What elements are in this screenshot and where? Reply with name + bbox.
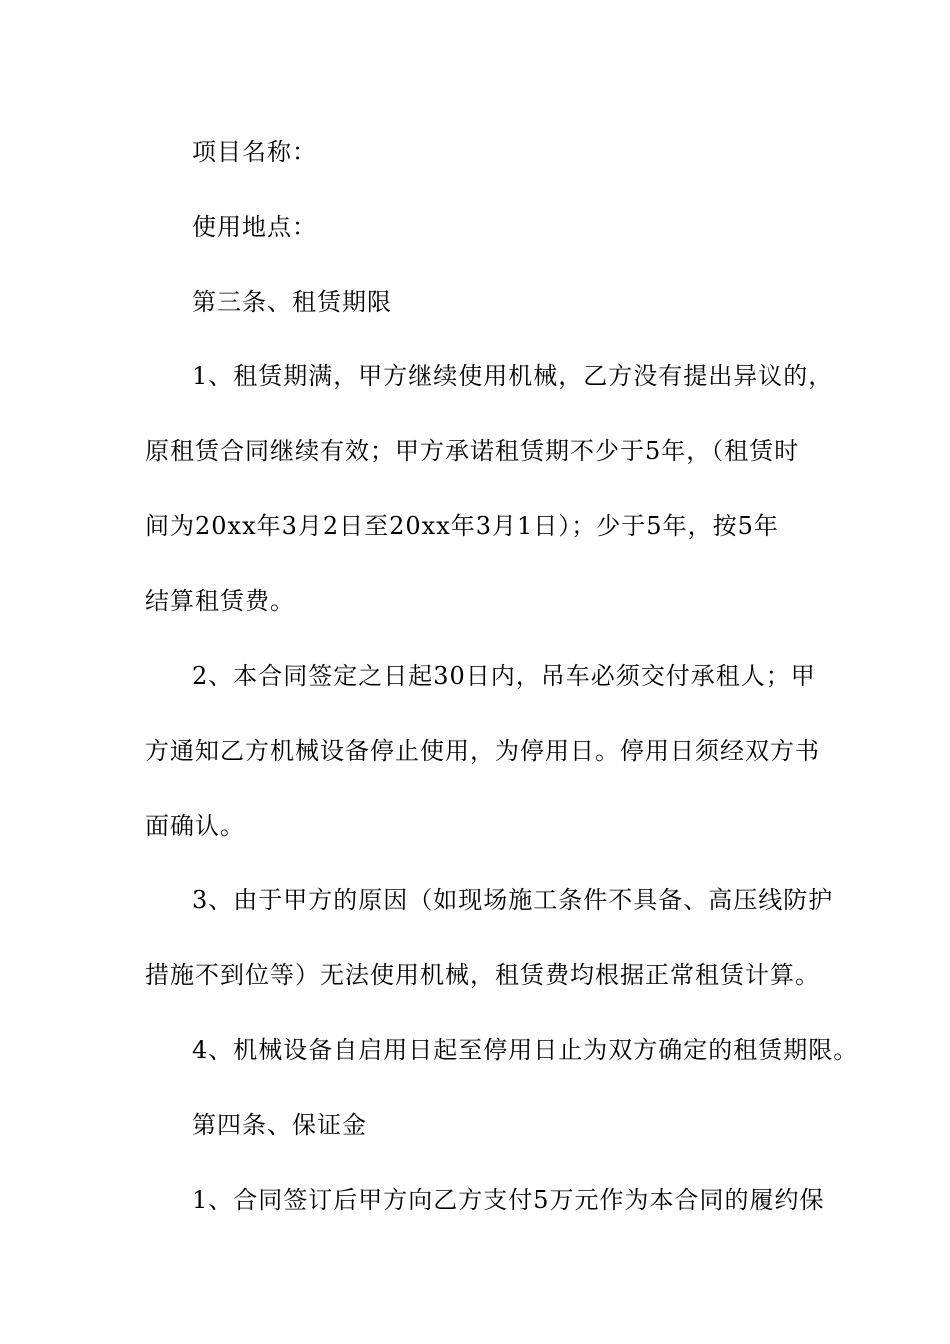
usage-location-label: 使用地点： — [192, 213, 317, 241]
article-3-clause-1-line-4: 结算租赁费。 — [145, 587, 295, 615]
article-3-clause-3-line-1: 3、由于甲方的原因（如现场施工条件不具备、高压线防护 — [192, 886, 834, 914]
project-name-label: 项目名称： — [192, 138, 317, 166]
article-3-clause-2-line-1: 2、本合同签定之日起30日内，吊车必须交付承租人；甲 — [192, 662, 816, 690]
article-4-heading: 第四条、保证金 — [192, 1111, 367, 1139]
article-3-clause-1-line-2: 原租赁合同继续有效；甲方承诺租赁期不少于5年，（租赁时 — [145, 437, 800, 465]
article-3-clause-2-line-3: 面确认。 — [145, 812, 245, 840]
article-3-clause-3-line-2: 措施不到位等）无法使用机械，租赁费均根据正常租赁计算。 — [145, 961, 820, 989]
article-3-heading: 第三条、租赁期限 — [192, 288, 392, 316]
article-4-clause-1-line-1: 1、合同签订后甲方向乙方支付5万元作为本合同的履约保 — [192, 1186, 825, 1214]
article-3-clause-4: 4、机械设备自启用日起至停用日止为双方确定的租赁期限。 — [192, 1036, 859, 1064]
article-3-clause-1-line-3: 间为20xx年3月2日至20xx年3月1日）；少于5年，按5年 — [145, 512, 779, 540]
article-3-clause-1-line-1: 1、租赁期满，甲方继续使用机械，乙方没有提出异议的， — [192, 362, 834, 390]
article-3-clause-2-line-2: 方通知乙方机械设备停止使用，为停用日。停用日须经双方书 — [145, 737, 820, 765]
